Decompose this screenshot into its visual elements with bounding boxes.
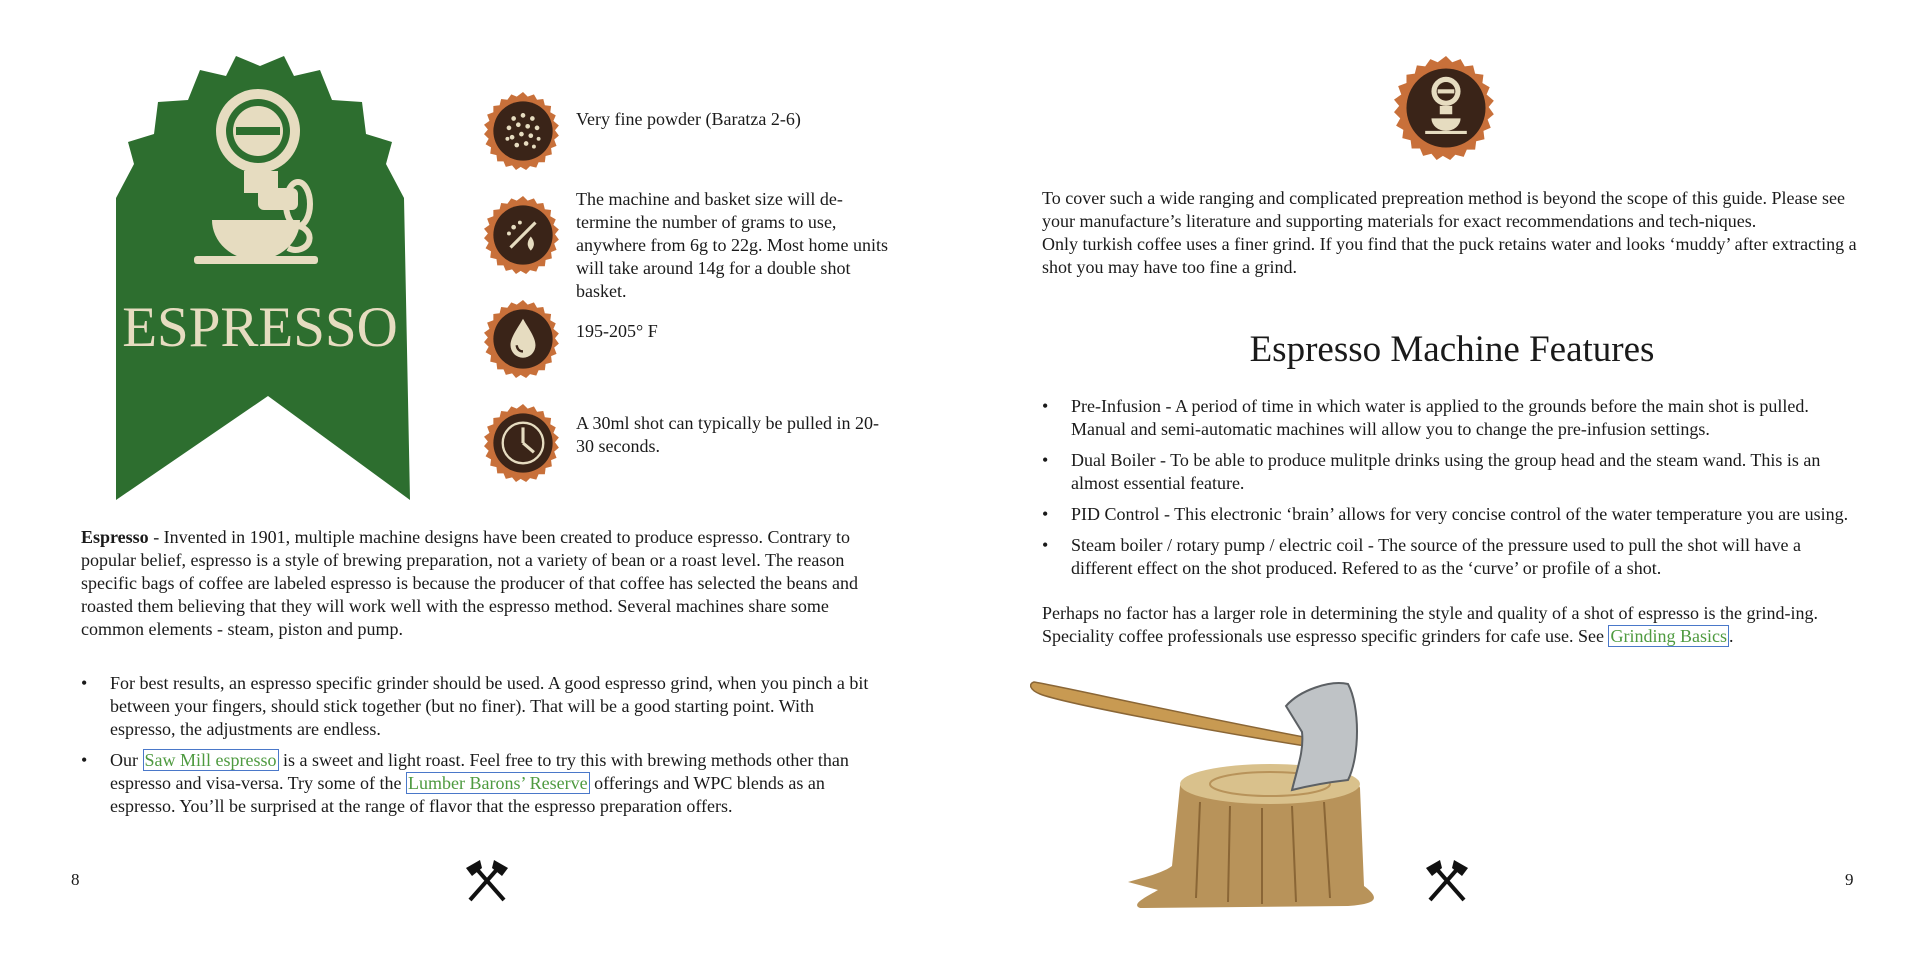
list-item	[1042, 449, 1862, 495]
espresso-banner-graphic	[108, 56, 412, 500]
feature-dual-boiler: Dual Boiler - To be able to produce mulitple drinks using the group head and the steam wand. This is an almost essential feature.	[1071, 450, 1821, 493]
crossed-axes-icon	[464, 858, 510, 904]
list-item	[1042, 503, 1862, 526]
page-title: Espresso Machine Features	[1249, 329, 1655, 370]
list-item	[1042, 534, 1862, 580]
intro-description: - Invented in 1901, multiple machine designs have been created to produce espresso. Contrary to popular belief, espresso is a style of brewing preparation, not a variety of bean or a roast level. The reason specific bags of coffee are labeled espresso is because the producer of that coffee has selected the beans and roasted them believing that they will work well with the espresso method. Several machines share some common elements - steam, piston and pump.	[81, 527, 858, 639]
grinding-basics-link[interactable]: Grinding Basics	[1610, 626, 1727, 646]
saw-mill-espresso-link[interactable]: Saw Mill espresso	[144, 750, 277, 770]
crossed-axes-icon	[1424, 858, 1470, 904]
espresso-machine-icon	[1394, 56, 1498, 160]
feature-pre-infusion: Pre-Infusion - A period of time in which water is applied to the grounds before the main shot is pulled. Manual and semi-automatic machines will allow you to change the pre-infusion settings.	[1071, 396, 1809, 439]
page-number-left: 8	[71, 870, 80, 889]
tip-text-mid: is a sweet and light roast. Feel free to try this with brewing methods other than espresso and visa-versa. Try some of the	[110, 750, 849, 793]
spec-text-temperature: 195-205° F	[576, 321, 658, 341]
clock-icon	[484, 404, 562, 482]
features-list	[1042, 395, 1862, 588]
tip-text-post: offerings and WPC blends as an espresso. You’ll be surprised at the range of flavor that the espresso preparation offers.	[110, 773, 825, 816]
list-item	[81, 749, 881, 818]
grinding-note	[1042, 602, 1862, 648]
water-drop-icon	[484, 300, 562, 378]
banner-title: ESPRESSO	[122, 296, 398, 359]
lumber-barons-reserve-link[interactable]: Lumber Barons’ Reserve	[407, 773, 588, 793]
list-item	[1042, 395, 1862, 441]
spec-text-time: A 30ml shot can typically be pulled in 20-30 seconds.	[576, 413, 879, 456]
grind-icon	[484, 92, 562, 170]
tips-list	[81, 672, 881, 826]
feature-pid-control: PID Control - This electronic ‘brain’ allows for very concise control of the water temperature you are using.	[1071, 504, 1849, 524]
grinding-note-end: .	[1728, 626, 1734, 646]
intro-term: Espresso	[81, 527, 149, 547]
page-number-right: 9	[1845, 870, 1854, 889]
method-intro	[1042, 187, 1862, 279]
feature-steam-boiler: Steam boiler / rotary pump / electric coil - The source of the pressure used to pull the shot will have a different effect on the shot produced. Refered to as the ‘curve’ or profile of a shot.	[1071, 535, 1801, 578]
espresso-banner	[108, 56, 412, 500]
grind-warning: Only turkish coffee uses a finer grind. If you find that the puck retains water and looks ‘muddy’ after extracting a shot you may have too fine a grind.	[1042, 234, 1857, 277]
right-page	[960, 0, 1920, 960]
spec-text-dose: The machine and basket size will de-termine the number of grams to use, anywhere from 6g to 22g. Most home units will take around 14g for a double shot basket.	[576, 189, 888, 301]
tip-text-pre: Our	[110, 750, 143, 770]
espresso-intro	[81, 526, 881, 641]
grinding-note-text: Perhaps no factor has a larger role in determining the style and quality of a shot of espresso is the grind-ing. Speciality coffee professionals use espresso specific grinders for cafe use. See	[1042, 603, 1818, 646]
scale-dose-icon	[484, 196, 562, 274]
list-item	[81, 672, 881, 741]
spec-text-grind: Very fine powder (Baratza 2-6)	[576, 109, 801, 129]
axe-in-stump-illustration	[1030, 676, 1390, 910]
tip-grinder: For best results, an espresso specific grinder should be used. A good espresso grind, when you pinch a bit between your fingers, should stick together (but no finer). That will be a good starting point. With espresso, the adjustments are endless.	[110, 673, 869, 739]
method-scope-note: To cover such a wide ranging and complicated prepreation method is beyond the scope of this guide. Please see your manufacture’s literature and supporting materials for exact recommendations and tech-niques.	[1042, 188, 1845, 231]
